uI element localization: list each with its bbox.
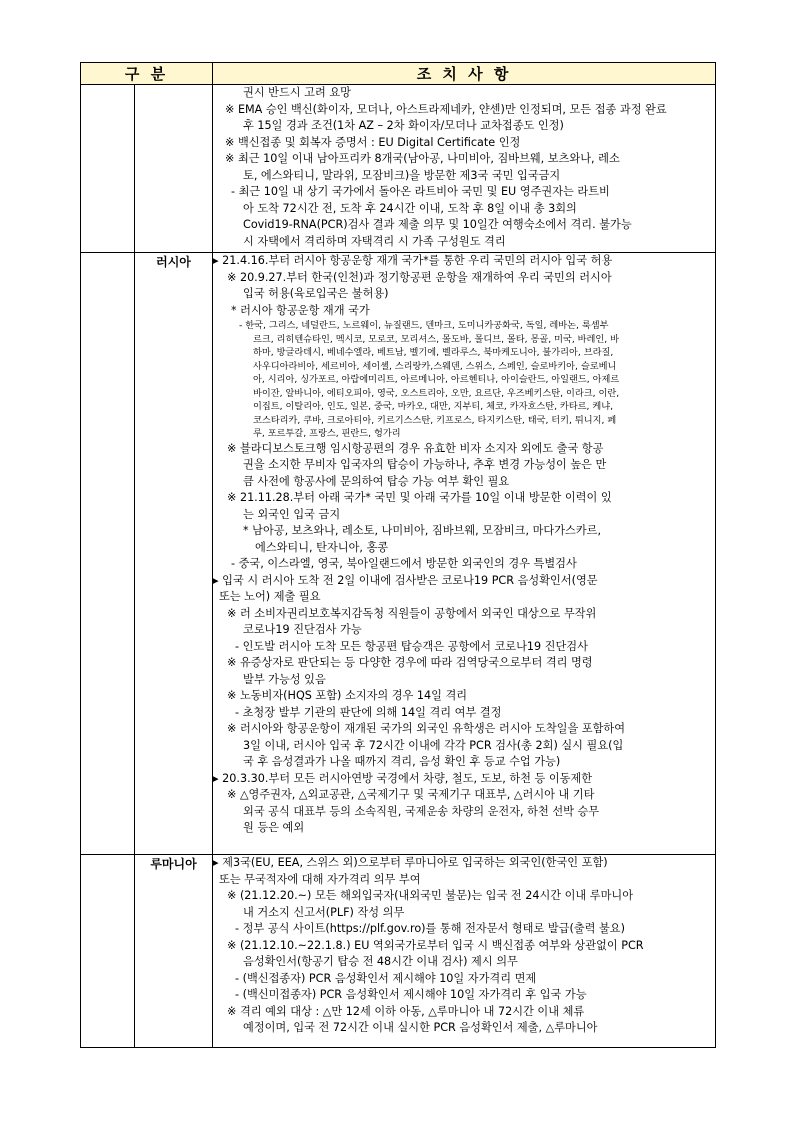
measure-line: ※ 백신접종 및 회복자 증명서 : EU Digital Certificate 인정 [225, 135, 521, 149]
measure-line: 코스타리카, 쿠바, 크로아티아, 키르기스스탄, 키프로스, 타지키스탄, 태국, 터키, 튀니지, 페 [253, 414, 617, 426]
header-measures: 조 치 사 항 [213, 63, 716, 85]
measure-line: ※ (21.12.20.~) 모든 해외입국자(내외국민 불문)는 입국 전 24시간 이내 루마니아 [227, 889, 634, 902]
table-row-romania [81, 855, 716, 1048]
measures-cell [213, 253, 716, 855]
measures-cell [213, 85, 716, 253]
measure-line: 예정이며, 입국 전 72시간 이내 실시한 PCR 음성확인서 제출, △루마니아 [243, 1021, 598, 1034]
measure-line: ※ 20.9.27.부터 한국(인천)과 정기항공편 운항을 재개하여 우리 국민의 러시아 [227, 270, 612, 284]
measure-line: 또는 노어) 제출 필요 [219, 590, 321, 603]
measure-line: ※ △영주권자, △외교공관, △국제기구 및 국제기구 대표부, △러시아 내 기타 [227, 788, 595, 801]
measure-line: 음성확인서(항공기 탑승 전 48시간 이내 검사) 제시 의무 [243, 955, 518, 968]
measure-line: 권시 반드시 고려 요망 [243, 86, 351, 99]
country-cell-romania: 루마니아 [135, 855, 213, 1048]
region-cell [81, 253, 135, 855]
measure-line: 큼 사전에 항공사에 문의하여 탑승 가능 여부 확인 필요 [243, 474, 510, 488]
table-header-row [81, 63, 716, 85]
measure-line: 사우디아라비아, 세르비아, 세이셸, 스리랑카,스웨덴, 스위스, 스페인, 슬로바키아, 슬로베니 [253, 360, 617, 372]
measure-line: ※ 21.11.28.부터 아래 국가* 국민 및 아래 국가를 10일 이내 방문한 이력이 있 [227, 491, 612, 504]
measure-line: - 정부 공식 사이트(https://plf.gov.ro)를 통해 전자문서 형태로 발급(출력 불요) [235, 922, 625, 935]
measure-line: ※ 블라디보스토크행 임시항공편의 경우 유효한 비자 소지자 외에도 출국 항공 [227, 441, 604, 455]
measures-cell [213, 855, 716, 1048]
measure-line: - 초청장 발부 기관의 판단에 의해 14일 격리 여부 결정 [235, 705, 502, 719]
measure-line: ※ 최근 10일 이내 남아프리카 8개국(남아공, 나미비아, 짐바브웨, 보츠와나, 레소 [225, 152, 620, 165]
table-row-previous [81, 85, 716, 253]
measure-line: - 중국, 이스라엘, 영국, 북아일랜드에서 방문한 외국인의 경우 특별검사 [231, 557, 577, 570]
measure-line: 시 자택에서 격리하며 자택격리 시 가족 구성원도 격리 [243, 234, 506, 248]
measure-line: ※ 노동비자(HQS 포함) 소지자의 경우 14일 격리 [227, 689, 468, 702]
measure-line: ※ 러 소비자권리보호복지감독청 직원들이 공항에서 외국인 대상으로 무작위 [227, 606, 597, 620]
measure-line: 토, 에스와티니, 말라위, 모잠비크)을 방문한 제3국 국민 입국금지 [243, 168, 561, 182]
measure-line: 루, 포르투갈, 프랑스, 핀란드, 헝가리 [253, 428, 401, 439]
measure-line: 권을 소지한 무비자 입국자의 탑승이 가능하나, 추후 변경 가능성이 높은 만 [243, 458, 607, 471]
measure-line: 는 외국인 입국 금지 [243, 507, 341, 521]
measure-line: 이집트, 이탈리아, 인도, 일본, 중국, 마카오, 대만, 지부티, 체코, 카자흐스탄, 카타르, 케냐, [253, 401, 614, 412]
measure-line: ※ 유증상자로 판단되는 등 다양한 경우에 따라 검역당국으로부터 격리 명령 [227, 656, 593, 669]
measure-line: - 한국, 그리스, 네덜란드, 노르웨이, 뉴질랜드, 덴마크, 도미니카공화국, 독일, 레바논, 룩셈부 [239, 320, 609, 331]
measure-line: 내 거소지 신고서(PLF) 작성 의무 [243, 905, 405, 919]
region-cell [81, 855, 135, 1048]
measure-line: 후 15일 경과 조건(1차 AZ – 2차 화이자/모더나 교차접종도 인정) [243, 119, 564, 132]
measure-line: - (백신접종자) PCR 음성확인서 제시해야 10일 자가격리 면제 [235, 971, 537, 985]
measure-line: ▸ 입국 시 러시아 도착 전 2일 이내에 검사받은 코로나19 PCR 음성확인서(영문 [213, 573, 598, 587]
measure-line: ▸ 제3국(EU, EEA, 스위스 외)으로부터 루마니아로 입국하는 외국인(한국인 포함) [213, 856, 608, 869]
measure-line: 바이잔, 알바니아, 에티오피아, 영국, 오스트리아, 오만, 요르단, 우즈베키스탄, 이라크, 이란, [253, 387, 620, 399]
measure-line: 3일 이내, 러시아 입국 후 72시간 이내에 각각 PCR 검사(총 2회) 실시 필요(입 [243, 738, 624, 752]
measure-line: ※ 격리 예외 대상 : △만 12세 이하 아동, △루마니아 내 72시간 이내 체류 [227, 1004, 585, 1018]
country-cell-russia: 러시아 [135, 253, 213, 855]
measure-line: 코로나19 진단검사 가능 [243, 623, 362, 636]
measure-line: * 러시아 항공운항 재개 국가 [231, 303, 370, 317]
measures-table [80, 62, 716, 1048]
measure-line: - 최근 10일 내 상기 국가에서 돌아온 라트비아 국민 및 EU 영주권자는 라트비 [231, 185, 610, 198]
measure-line: * 남아공, 보츠와나, 레소토, 나미비아, 짐바브웨, 모잠비크, 마다가스카르, [243, 524, 601, 537]
measure-line: ▸ 20.3.30.부터 모든 러시아연방 국경에서 차량, 철도, 도보, 하천 등 이동제한 [213, 771, 593, 785]
measure-line: Covid19-RNA(PCR)검사 결과 제출 의무 및 10일간 여행숙소에서 격리. 불가능 [243, 218, 632, 231]
measure-line: ※ EMA 승인 백신(화이자, 모더나, 아스트라제네카, 얀센)만 인정되며, 모든 접종 과정 완료 [225, 102, 667, 116]
measure-line: - 인도발 러시아 도착 모든 항공편 탑승객은 공항에서 코로나19 진단검사 [235, 639, 588, 653]
measure-line: 에스와티니, 탄자니아, 홍콩 [255, 540, 389, 554]
measure-line: 하마, 방글라데시, 베네수엘라, 베트남, 벨기에, 벨라루스, 북마케도니아, 불가리아, 브라질, [253, 347, 614, 358]
measure-line: 발부 가능성 있음 [243, 672, 326, 686]
measure-line: 국 후 음성결과가 나올 때까지 격리, 음성 확인 후 등교 수업 가능) [243, 755, 561, 768]
measure-line: 또는 무국적자에 대해 자가격리 의무 부여 [219, 872, 421, 886]
table-row-russia [81, 253, 716, 855]
measure-line: 외국 공식 대표부 등의 소속직원, 국제운송 차량의 운전자, 하천 선박 승무 [243, 804, 600, 818]
measure-line: ※ (21.12.10.~22.1.8.) EU 역외국가로부터 입국 시 백신접종 여부와 상관없이 PCR [227, 938, 644, 952]
header-category: 구 분 [81, 63, 213, 85]
measure-line: - (백신미접종자) PCR 음성확인서 제시해야 10일 자가격리 후 입국 가능 [235, 988, 587, 1001]
measure-line: ▸ 21.4.16.부터 러시아 항공운항 재개 국가*를 통한 우리 국민의 러시아 입국 허용 [213, 254, 613, 267]
measure-line: ※ 러시아와 항공운항이 재개된 국가의 외국인 유학생은 러시아 도착일을 포함하여 [227, 722, 626, 735]
measure-line: 아, 시리아, 싱가포르, 아랍에미리트, 아르메니아, 아르헨티나, 아이슬란드, 아일랜드, 아제르 [253, 374, 620, 385]
measure-line: 입국 허용(육로입국은 불허용) [243, 287, 389, 300]
region-cell [81, 85, 135, 253]
measure-line: 르크, 리히텐슈타인, 멕시코, 모로코, 모리셔스, 몰도바, 몰디브, 몰타, 몽골, 미국, 바레인, 바 [253, 333, 620, 345]
measure-line: 원 등은 예외 [243, 821, 305, 834]
country-cell [135, 85, 213, 253]
measure-line: 아 도착 72시간 전, 도착 후 24시간 이내, 도착 후 8일 이내 총 3회의 [243, 201, 577, 215]
